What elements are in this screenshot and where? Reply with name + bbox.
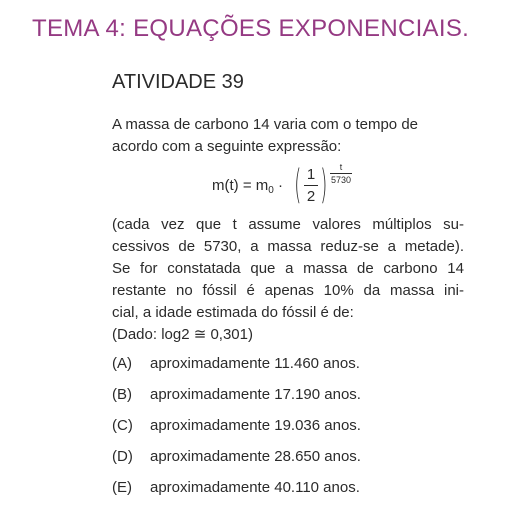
formula-fraction [304, 166, 318, 206]
option-text: aproximadamente 11.460 anos. [150, 355, 360, 372]
exponent-bar [330, 173, 352, 174]
formula-subscript: 0 [268, 185, 274, 196]
option-text: aproximadamente 19.036 anos. [150, 417, 361, 434]
option-text: aproximadamente 40.110 anos. [150, 479, 360, 496]
statement-line: restante no fóssil é apenas 10% da massa ini- [112, 282, 464, 299]
formula-close-paren: ) [320, 162, 328, 208]
option-letter: (B) [112, 386, 132, 403]
option-letter: (D) [112, 448, 133, 465]
statement-line: Se for constatada que a massa de carbono 14 [112, 260, 464, 277]
option-text: aproximadamente 17.190 anos. [150, 386, 361, 403]
option-letter: (E) [112, 479, 132, 496]
option-letter: (C) [112, 417, 133, 434]
question-statement [112, 114, 464, 346]
fraction-denominator: 2 [306, 188, 316, 205]
fraction-bar [304, 185, 318, 186]
exponent-numerator: t [339, 162, 343, 172]
theme-title: TEMA 4: EQUAÇÕES EXPONENCIAIS. [32, 15, 470, 42]
statement-line: (cada vez que t assume valores múltiplos su- [112, 216, 464, 233]
statement-line: acordo com a seguinte expressão: [112, 138, 342, 155]
formula-exponent [330, 162, 352, 185]
formula-row [112, 158, 464, 214]
statement-line: cessivos de 5730, a massa reduz-se a metade). [112, 238, 464, 255]
formula-lhs: $m(t) = m_0$ · [212, 177, 283, 196]
formula-open-paren: ( [294, 162, 302, 208]
statement-line: A massa de carbono 14 varia com o tempo de [112, 116, 419, 133]
option-letter: (A) [112, 355, 132, 372]
option-text: aproximadamente 28.650 anos. [150, 448, 361, 465]
exponent-denominator: 5730 [330, 175, 352, 185]
statement-line: (Dado: log2 ≅ 0,301) [112, 326, 253, 343]
statement-line: cial, a idade estimada do fóssil é de: [112, 304, 354, 321]
fraction-numerator: 1 [306, 166, 316, 183]
activity-title: ATIVIDADE 39 [112, 71, 244, 93]
